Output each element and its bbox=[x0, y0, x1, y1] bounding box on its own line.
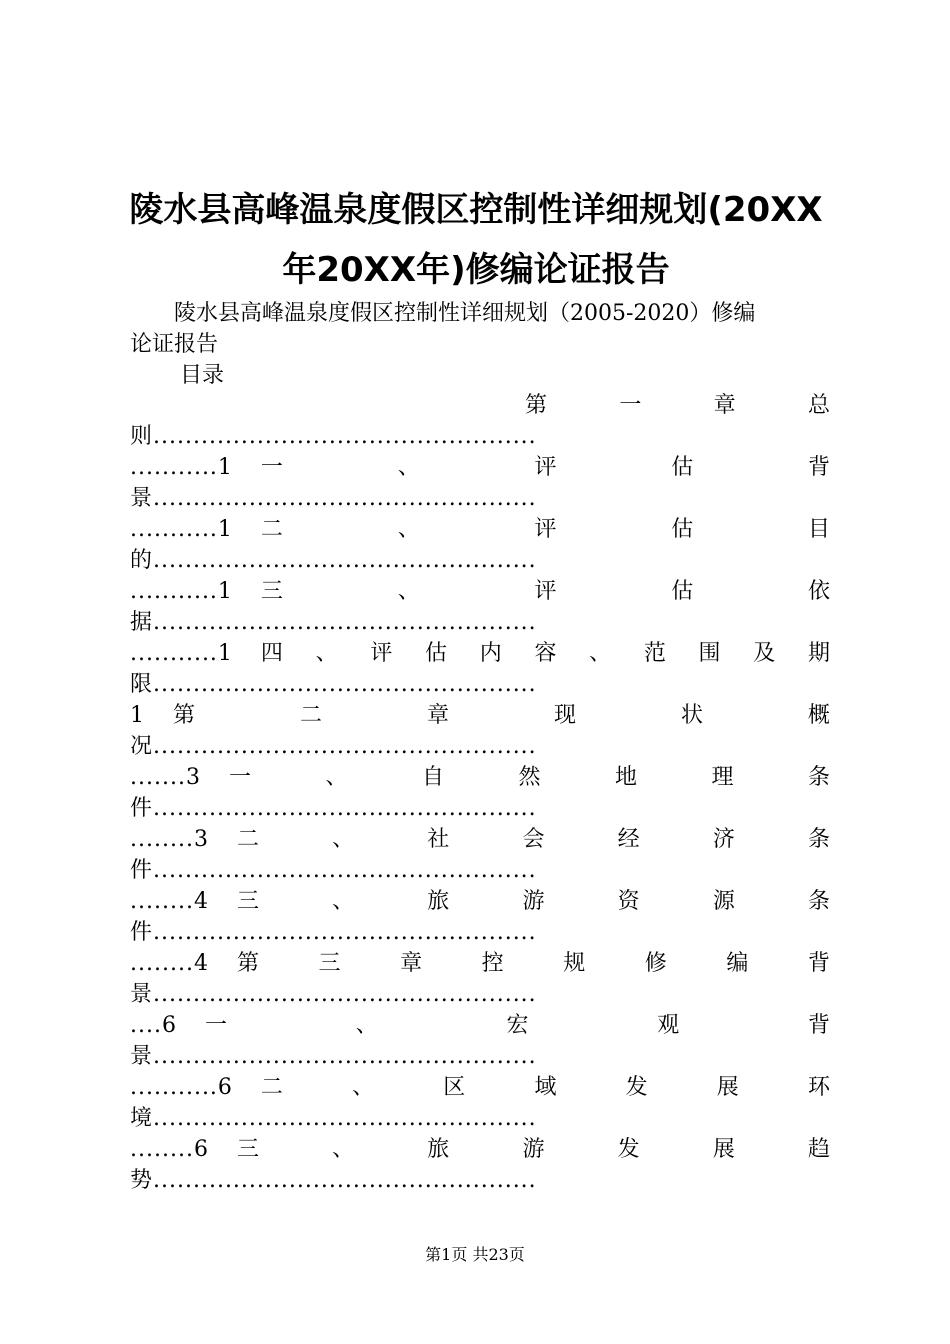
toc-line-leader: 况................................................ bbox=[130, 734, 537, 759]
intro-line-2: 论证报告 bbox=[130, 332, 219, 357]
toc-line-leader: ....6 bbox=[130, 1013, 177, 1038]
toc-line-leader: ...........1 bbox=[130, 455, 233, 480]
toc-char: 状 bbox=[680, 703, 703, 728]
toc-line-leader: 则................................................ bbox=[130, 424, 537, 449]
toc-char: 背 bbox=[807, 951, 830, 976]
toc-char: 三 bbox=[260, 579, 283, 604]
toc-char: 旅 bbox=[427, 889, 450, 914]
toc-char: 区 bbox=[443, 1075, 466, 1100]
toc-line-text bbox=[525, 390, 830, 421]
toc-line-leader: ...........6 bbox=[130, 1075, 233, 1100]
toc-line-leader: 景................................................ bbox=[130, 982, 537, 1007]
toc-line-leader: .......3 bbox=[130, 765, 201, 790]
toc-char: 、 bbox=[397, 517, 420, 542]
toc-line-leader: 势................................................ bbox=[130, 1168, 537, 1193]
toc-char: 、 bbox=[589, 641, 612, 666]
toc-char: 内 bbox=[479, 641, 502, 666]
toc-char: 现 bbox=[553, 703, 576, 728]
toc-char: 第 bbox=[236, 951, 259, 976]
toc-char: 济 bbox=[712, 827, 735, 852]
toc-line-leader: 件................................................ bbox=[130, 920, 537, 945]
toc-char: 旅 bbox=[427, 1137, 450, 1162]
toc-char: 观 bbox=[657, 1013, 680, 1038]
toc-char: 会 bbox=[522, 827, 545, 852]
toc-line bbox=[130, 1165, 830, 1196]
toc-char: 三 bbox=[318, 951, 341, 976]
toc-line bbox=[130, 483, 830, 514]
toc-char: 、 bbox=[352, 1075, 375, 1100]
toc-char: 地 bbox=[614, 765, 637, 790]
toc-char: 修 bbox=[644, 951, 667, 976]
toc-char: 围 bbox=[698, 641, 721, 666]
toc-char: 四 bbox=[260, 641, 283, 666]
toc-char: 二 bbox=[236, 827, 259, 852]
toc-char: 游 bbox=[522, 889, 545, 914]
toc-char: 、 bbox=[332, 1137, 355, 1162]
toc-line bbox=[130, 607, 830, 638]
toc-line bbox=[130, 669, 830, 700]
toc-line-text bbox=[261, 514, 830, 545]
toc-char: 社 bbox=[427, 827, 450, 852]
toc-char: 环 bbox=[807, 1075, 830, 1100]
toc-line bbox=[130, 1134, 830, 1165]
toc-line bbox=[130, 762, 830, 793]
toc-heading: 目录 bbox=[180, 363, 225, 388]
toc-char: 概 bbox=[807, 703, 830, 728]
toc-char: 趋 bbox=[807, 1137, 830, 1162]
toc-char: 一 bbox=[619, 393, 642, 418]
toc-char: 二 bbox=[260, 517, 283, 542]
toc-char: 三 bbox=[236, 1137, 259, 1162]
toc-char: 游 bbox=[522, 1137, 545, 1162]
toc-char: 展 bbox=[716, 1075, 739, 1100]
toc-line-text bbox=[237, 1134, 830, 1165]
toc-line-leader: ...........1 bbox=[130, 641, 233, 666]
toc-char: 一 bbox=[204, 1013, 227, 1038]
table-of-contents bbox=[130, 390, 830, 1196]
toc-char: 第 bbox=[525, 393, 548, 418]
toc-char: 评 bbox=[534, 579, 557, 604]
toc-char: 估 bbox=[671, 455, 694, 480]
toc-char: 发 bbox=[625, 1075, 648, 1100]
toc-line-text bbox=[237, 948, 830, 979]
toc-line-leader: ........6 bbox=[130, 1137, 209, 1162]
toc-char: 条 bbox=[807, 765, 830, 790]
toc-line-leader: 件................................................ bbox=[130, 858, 537, 883]
toc-char: 估 bbox=[425, 641, 448, 666]
toc-char: 范 bbox=[643, 641, 666, 666]
toc-line-leader: ........4 bbox=[130, 889, 209, 914]
toc-line-text bbox=[237, 886, 830, 917]
toc-line bbox=[130, 731, 830, 762]
toc-char: 及 bbox=[753, 641, 776, 666]
toc-line-leader: ........4 bbox=[130, 951, 209, 976]
toc-char: 估 bbox=[671, 579, 694, 604]
toc-char: 三 bbox=[236, 889, 259, 914]
toc-char: 期 bbox=[807, 641, 830, 666]
toc-char: 总 bbox=[807, 393, 830, 418]
toc-char: 规 bbox=[563, 951, 586, 976]
toc-char: 条 bbox=[807, 827, 830, 852]
toc-line-text bbox=[237, 824, 830, 855]
toc-line bbox=[130, 1041, 830, 1072]
document-title-line-1: 陵水县高峰温泉度假区控制性详细规划(20XX bbox=[129, 190, 823, 230]
toc-line-text bbox=[261, 1072, 830, 1103]
toc-char: 自 bbox=[421, 765, 444, 790]
toc-char: 、 bbox=[332, 889, 355, 914]
toc-line bbox=[130, 576, 830, 607]
toc-char: 、 bbox=[355, 1013, 378, 1038]
toc-char: 发 bbox=[617, 1137, 640, 1162]
toc-char: 资 bbox=[617, 889, 640, 914]
toc-char: 估 bbox=[671, 517, 694, 542]
toc-line bbox=[130, 886, 830, 917]
toc-char: 、 bbox=[397, 579, 420, 604]
toc-char: 容 bbox=[534, 641, 557, 666]
toc-line bbox=[130, 1010, 830, 1041]
toc-char: 展 bbox=[712, 1137, 735, 1162]
toc-char: 域 bbox=[534, 1075, 557, 1100]
toc-char: 二 bbox=[260, 1075, 283, 1100]
toc-line bbox=[130, 452, 830, 483]
toc-line-leader: ...........1 bbox=[130, 579, 233, 604]
toc-char: 、 bbox=[332, 827, 355, 852]
toc-char: 、 bbox=[397, 455, 420, 480]
toc-line-leader: 限................................................ bbox=[130, 672, 537, 697]
toc-line-leader: 件................................................ bbox=[130, 796, 537, 821]
toc-line bbox=[130, 1103, 830, 1134]
toc-char: 章 bbox=[426, 703, 449, 728]
toc-char: 二 bbox=[299, 703, 322, 728]
toc-char: 经 bbox=[617, 827, 640, 852]
toc-line bbox=[130, 390, 830, 421]
toc-line-leader: ...........1 bbox=[130, 517, 233, 542]
toc-line bbox=[130, 855, 830, 886]
toc-char: 一 bbox=[260, 455, 283, 480]
toc-char: 依 bbox=[807, 579, 830, 604]
toc-line-leader: 1 bbox=[130, 703, 145, 728]
toc-line-leader: ........3 bbox=[130, 827, 209, 852]
toc-char: 第 bbox=[173, 703, 196, 728]
toc-line-text bbox=[261, 452, 830, 483]
toc-char: 评 bbox=[534, 455, 557, 480]
toc-line-text bbox=[261, 638, 830, 669]
toc-line-leader: 据................................................ bbox=[130, 610, 537, 635]
toc-line-leader: 景................................................ bbox=[130, 486, 537, 511]
page-footer: 第1页 共23页 bbox=[425, 1245, 525, 1264]
toc-char: 评 bbox=[370, 641, 393, 666]
toc-line bbox=[130, 421, 830, 452]
toc-char: 一 bbox=[228, 765, 251, 790]
toc-line-leader: 景................................................ bbox=[130, 1044, 537, 1069]
document-title-line-2: 年20XX年)修编论证报告 bbox=[282, 250, 670, 290]
toc-line bbox=[130, 514, 830, 545]
toc-char: 理 bbox=[711, 765, 734, 790]
toc-line-leader: 的................................................ bbox=[130, 548, 537, 573]
toc-line-text bbox=[205, 1010, 830, 1041]
toc-line-leader: 境................................................ bbox=[130, 1106, 537, 1131]
toc-line-text bbox=[229, 762, 830, 793]
intro-line-1: 陵水县高峰温泉度假区控制性详细规划（2005-2020）修编 bbox=[174, 301, 756, 326]
toc-char: 源 bbox=[712, 889, 735, 914]
toc-line bbox=[130, 979, 830, 1010]
toc-line-text bbox=[173, 700, 830, 731]
toc-line bbox=[130, 700, 830, 731]
toc-char: 、 bbox=[325, 765, 348, 790]
toc-char: 控 bbox=[481, 951, 504, 976]
toc-line bbox=[130, 917, 830, 948]
toc-char: 章 bbox=[400, 951, 423, 976]
toc-char: 目 bbox=[807, 517, 830, 542]
toc-char: 章 bbox=[713, 393, 736, 418]
toc-char: 评 bbox=[534, 517, 557, 542]
toc-line bbox=[130, 545, 830, 576]
toc-char: 背 bbox=[807, 1013, 830, 1038]
toc-line bbox=[130, 1072, 830, 1103]
toc-line bbox=[130, 948, 830, 979]
toc-char: 背 bbox=[807, 455, 830, 480]
toc-char: 宏 bbox=[506, 1013, 529, 1038]
toc-line bbox=[130, 638, 830, 669]
toc-char: 条 bbox=[807, 889, 830, 914]
toc-char: 然 bbox=[518, 765, 541, 790]
toc-char: 编 bbox=[726, 951, 749, 976]
toc-char: 、 bbox=[315, 641, 338, 666]
toc-line-text bbox=[261, 576, 830, 607]
toc-line bbox=[130, 793, 830, 824]
toc-line bbox=[130, 824, 830, 855]
